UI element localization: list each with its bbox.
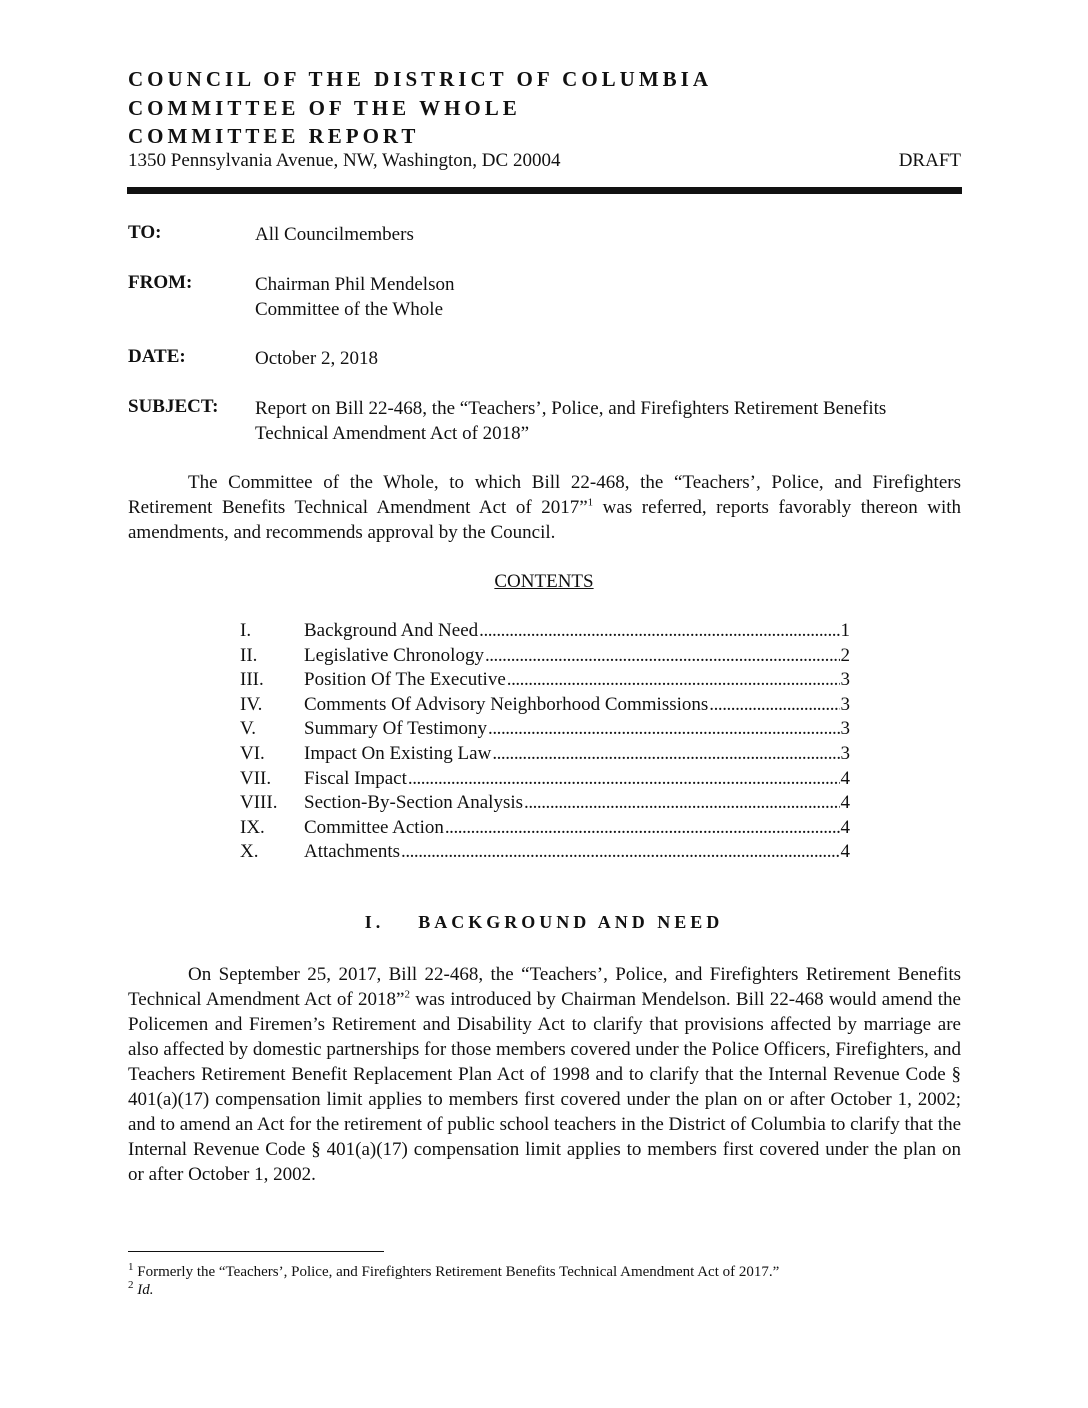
- toc-section-title: Comments Of Advisory Neighborhood Commissions: [304, 693, 709, 715]
- toc-section-number: IV.: [240, 693, 263, 715]
- toc-page-number: 2: [840, 644, 850, 666]
- header-divider: [127, 187, 962, 194]
- toc-page-number: 4: [840, 841, 850, 863]
- date-label: DATE:: [128, 346, 186, 367]
- footnote-1-text: Formerly the “Teachers’, Police, and Firefighters Retirement Benefits Technical Amendment Act of 2017.”: [133, 1264, 780, 1280]
- toc-row[interactable]: [240, 645, 850, 670]
- background-text-a: On September 25, 2017, Bill 22-468, the “Teachers’, Police, and Firefighters Retirement Benefits Technical Amendment Act of 2018”: [128, 964, 961, 1010]
- toc-page-number: 1: [840, 620, 850, 641]
- toc-section-number: V.: [240, 718, 257, 740]
- footnote-1-number: 1: [128, 1261, 134, 1273]
- from-label: FROM:: [128, 272, 193, 293]
- toc-leader-dots: [507, 669, 840, 691]
- intro-paragraph: [128, 470, 961, 545]
- toc-section-title: Fiscal Impact: [304, 767, 407, 789]
- to-label: TO:: [128, 222, 162, 243]
- date-value: October 2, 2018: [255, 348, 378, 369]
- toc-row[interactable]: [240, 620, 850, 645]
- footnote-1: [128, 1261, 780, 1281]
- toc-section-number: I.: [240, 620, 252, 641]
- toc-section-number: II.: [240, 644, 258, 666]
- toc-row[interactable]: [240, 718, 850, 743]
- toc-leader-dots: [479, 620, 839, 642]
- toc-section-number: VIII.: [240, 792, 278, 814]
- committee-name: COMMITTEE OF THE WHOLE: [128, 96, 521, 120]
- intro-text-a: The Committee of the Whole, to which Bill 22-468, the “Teachers’, Police, and Firefighters Retirement Benefits Technical Amendment Act of 2017”: [128, 472, 961, 518]
- toc-leader-dots: [485, 645, 840, 667]
- footnote-2-number: 2: [128, 1279, 134, 1291]
- toc-section-title: Attachments: [304, 841, 401, 863]
- to-value: All Councilmembers: [255, 224, 414, 245]
- council-address: 1350 Pennsylvania Avenue, NW, Washington, DC 20004: [128, 150, 561, 171]
- from-value-line1: Chairman Phil Mendelson: [255, 274, 455, 295]
- toc-page-number: 4: [840, 767, 850, 789]
- toc-page-number: 3: [840, 742, 850, 764]
- toc-page-number: 3: [840, 693, 850, 715]
- toc-leader-dots: [408, 768, 840, 790]
- toc-leader-dots: [524, 792, 839, 814]
- toc-leader-dots: [492, 743, 839, 765]
- toc-leader-dots: [401, 841, 839, 863]
- toc-section-title: Position Of The Executive: [304, 669, 506, 691]
- intro-text-b: was referred, reports favorably thereon with amendments, and recommends approval by the Council.: [128, 497, 962, 543]
- toc-section-title: Legislative Chronology: [304, 644, 484, 666]
- footnote-2: [128, 1279, 154, 1299]
- toc-section-number: VI.: [240, 742, 265, 764]
- toc-section-title: Committee Action: [304, 816, 444, 838]
- contents-title: CONTENTS: [494, 571, 594, 592]
- toc-section-title: Impact On Existing Law: [304, 742, 492, 764]
- toc-section-number: VII.: [240, 767, 272, 789]
- toc-leader-dots: [709, 694, 839, 716]
- toc-page-number: 3: [840, 718, 850, 740]
- table-of-contents: [240, 620, 850, 866]
- subject-label: SUBJECT:: [128, 396, 219, 417]
- toc-section-title: Section-By-Section Analysis: [304, 792, 524, 814]
- toc-row[interactable]: [240, 768, 850, 793]
- subject-value-line1: Report on Bill 22-468, the “Teachers’, Police, and Firefighters Retirement Benefits: [255, 398, 887, 419]
- council-name: COUNCIL OF THE DISTRICT OF COLUMBIA: [128, 67, 712, 91]
- toc-leader-dots: [488, 718, 839, 740]
- toc-section-title: Summary Of Testimony: [304, 718, 488, 740]
- subject-value-line2: Technical Amendment Act of 2018”: [255, 423, 530, 444]
- footnote-ref-1[interactable]: 1: [587, 496, 594, 509]
- toc-page-number: 4: [840, 816, 850, 838]
- toc-row[interactable]: [240, 669, 850, 694]
- toc-row[interactable]: [240, 841, 850, 866]
- footnote-2-text: Id.: [137, 1282, 154, 1298]
- from-value-line2: Committee of the Whole: [255, 299, 444, 320]
- toc-row[interactable]: [240, 694, 850, 719]
- draft-label: DRAFT: [898, 150, 961, 171]
- footnote-ref-2[interactable]: 2: [404, 988, 410, 1001]
- toc-section-number: X.: [240, 841, 259, 863]
- report-type: COMMITTEE REPORT: [128, 124, 420, 148]
- section-heading-background: I. BACKGROUND AND NEED: [364, 912, 724, 932]
- toc-leader-dots: [445, 817, 840, 839]
- toc-section-number: III.: [240, 669, 264, 691]
- background-text-b: was introduced by Chairman Mendelson. Bill 22-468 would amend the Policemen and Firemen’s Retirement and Disability Act to clarify that provisions affected by marriage are also affected by domestic partnerships for those members covered under the Police Officers, Firefighters, and Teachers Retirement Benefit Replacement Plan Act of 1998 and to clarify that the Internal Revenue Code § 401(a)(17) compensation limit applies to members first covered under the plan on or after October 1, 2002; and to amend an Act for the retirement of public school teachers in the District of Columbia to clarify that the Internal Revenue Code § 401(a)(17) compensation limit applies to members first covered under the plan on or after October 1, 2002.: [128, 989, 961, 1185]
- toc-row[interactable]: [240, 743, 850, 768]
- toc-page-number: 3: [840, 669, 850, 691]
- toc-page-number: 4: [840, 792, 850, 814]
- toc-section-title: Background And Need: [304, 620, 479, 641]
- toc-row[interactable]: [240, 817, 850, 842]
- toc-row[interactable]: [240, 792, 850, 817]
- background-paragraph: [128, 962, 961, 1187]
- toc-section-number: IX.: [240, 816, 265, 838]
- footnote-divider: [128, 1251, 384, 1252]
